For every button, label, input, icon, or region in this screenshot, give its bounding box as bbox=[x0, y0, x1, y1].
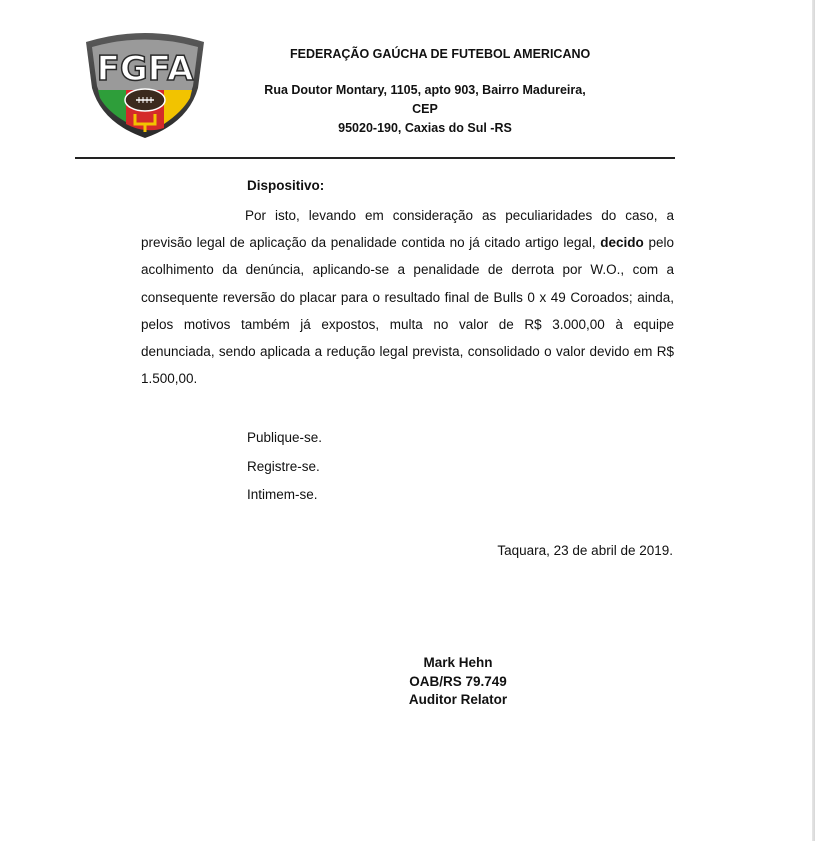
signer-role: Auditor Relator bbox=[408, 692, 508, 707]
football-shield-logo-icon bbox=[78, 28, 212, 140]
decido-emphasis: decido bbox=[600, 235, 644, 251]
intimem-se: Intimem-se. bbox=[247, 487, 318, 502]
paragraph-line: pelos motivos também já expostos, multa no valor de R$ 3.000,00 à equipe bbox=[141, 316, 674, 332]
registre-se: Registre-se. bbox=[247, 458, 320, 474]
paragraph-text: previsão legal de aplicação da penalidade contida no já citado artigo legal, bbox=[141, 235, 596, 251]
paragraph-line: Por isto, levando em consideração as peculiaridades do caso, a bbox=[245, 208, 674, 223]
federation-address bbox=[250, 81, 600, 138]
publique-se: Publique-se. bbox=[247, 430, 323, 445]
closing-formulas bbox=[247, 424, 322, 510]
place-date: Taquara, 23 de abril de 2019. bbox=[497, 543, 673, 558]
signer-name: Mark Hehn bbox=[423, 655, 493, 670]
paragraph-line: acolhimento da denúncia, aplicando-se a penalidade de derrota por W.O., com a bbox=[141, 262, 674, 278]
paragraph-line: consequente reversão do placar para o resultado final de Bulls 0 x 49 Coroados; ainda, bbox=[141, 289, 674, 305]
address-line-1: Rua Doutor Montary, 1105, apto 903, Bairro Madureira, CEP bbox=[264, 83, 586, 116]
header-divider bbox=[75, 157, 675, 159]
section-heading: Dispositivo: bbox=[247, 178, 325, 193]
paragraph-line bbox=[141, 229, 674, 256]
signer-oab: OAB/RS 79.749 bbox=[409, 673, 507, 689]
federation-title: FEDERAÇÃO GAÚCHA DE FUTEBOL AMERICANO bbox=[290, 47, 591, 61]
address-line-2: 95020-190, Caxias do Sul -RS bbox=[338, 121, 512, 135]
fgfa-logo bbox=[78, 28, 212, 140]
paragraph-line: 1.500,00. bbox=[141, 371, 198, 387]
logo-text: FGFA bbox=[96, 49, 194, 89]
paragraph-text: pelo bbox=[648, 235, 674, 251]
dispositivo-paragraph bbox=[141, 202, 674, 392]
signature-block bbox=[388, 654, 528, 710]
paragraph-line: denunciada, sendo aplicada a redução legal prevista, consolidado o valor devido em R$ bbox=[141, 344, 674, 360]
